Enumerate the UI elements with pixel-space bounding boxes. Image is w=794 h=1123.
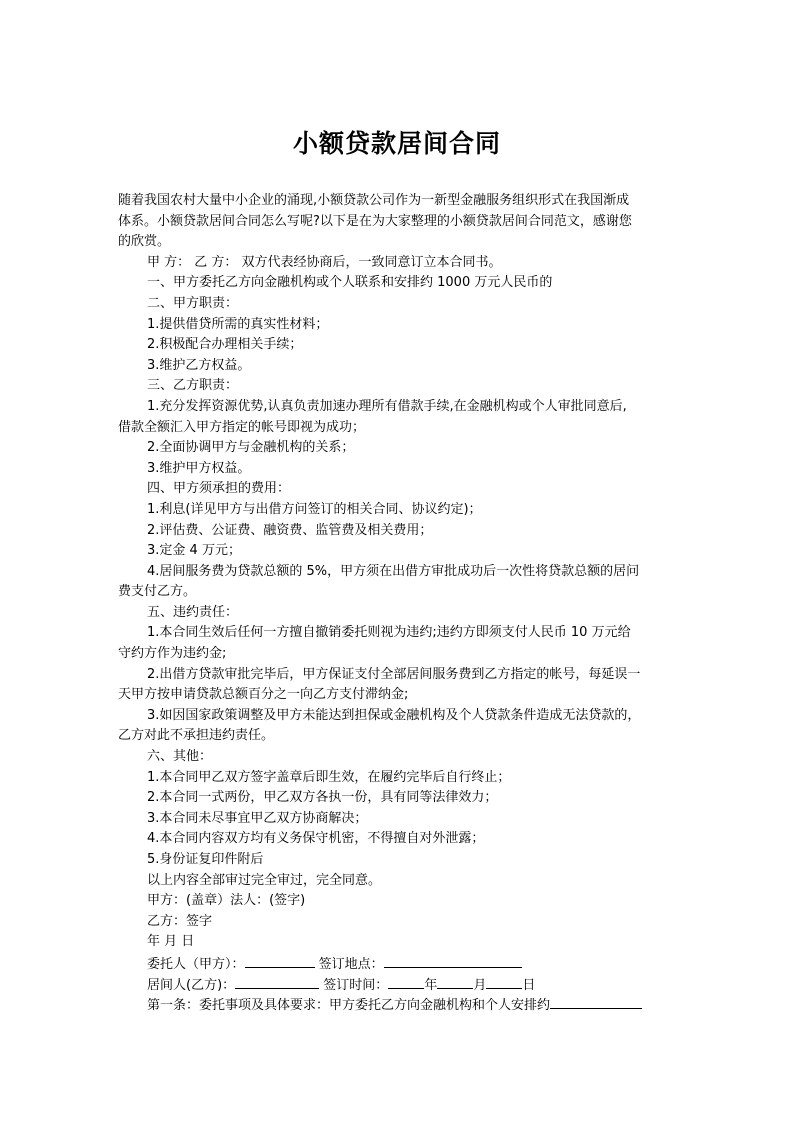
document-title: 小额贷款居间合同 <box>292 129 501 158</box>
section-5-item: 2.出借方贷款审批完毕后，甲方保证支付全部居间服务费到乙方指定的帐号，每延误一 <box>147 666 641 682</box>
clause-1: 一、甲方委托乙方向金融机构或个人联系和安排约 1000 万元人民币的 <box>147 275 553 291</box>
month-char: 月 <box>473 977 487 993</box>
principal-line <box>118 953 678 974</box>
party-b-signature: 乙方：签字 <box>147 913 213 929</box>
section-2-item: 3.维护乙方权益。 <box>147 357 251 373</box>
article-1-text: 第一条：委托事项及具体要求：甲方委托乙方向金融机构和个人安排约 <box>147 998 551 1014</box>
principal-blank <box>245 953 315 968</box>
day-blank <box>486 974 522 989</box>
section-6-item: 1.本合同甲乙双方签字盖章后即生效，在履约完毕后自行终止； <box>147 769 511 785</box>
year-char: 年 <box>424 977 438 993</box>
section-6-item: 5.身份证复印件附后 <box>147 852 264 867</box>
section-4-item-continued: 费支付乙方。 <box>118 584 197 600</box>
section-2-item: 1.提供借贷所需的真实性材料； <box>147 316 329 332</box>
intro-line: 随着我国农村大量中小企业的涌现,小额贷款公司作为一新型金融服务组织形式在我国渐成 <box>118 193 630 208</box>
month-blank <box>437 974 473 989</box>
section-6-item: 2.本合同一式两份，甲乙双方各执一份，具有同等法律效力； <box>147 790 498 806</box>
sign-place-blank <box>384 953 522 968</box>
article-1-blank <box>550 994 642 1009</box>
broker-line <box>118 974 678 995</box>
intro-line: 的欣赏。 <box>118 234 171 250</box>
section-5-item-continued: 天甲方按申请贷款总额百分之一向乙方支付滞纳金; <box>118 687 409 703</box>
section-5-item-continued: 守约方作为违约金; <box>118 646 227 662</box>
closing-statement: 以上内容全部审过完全审过，完全同意。 <box>147 872 382 888</box>
broker-label: 居间人(乙方)： <box>147 977 236 993</box>
principal-label: 委托人（甲方）： <box>147 956 245 972</box>
section-3-item: 1.充分发挥资源优势,认真负责加速办理所有借款手续,在金融机构或个人审批同意后, <box>147 398 627 414</box>
document-body <box>118 191 678 1015</box>
broker-blank <box>235 974 319 989</box>
parties-line: 甲 方： 乙 方： 双方代表经协商后，一致同意订立本合同书。 <box>147 254 502 270</box>
section-4-item: 3.定金 4 万元； <box>147 543 241 559</box>
section-6-heading: 六、其他： <box>147 749 213 765</box>
section-5-item-continued: 乙方对此不承担违约责任。 <box>118 728 275 744</box>
section-6-item: 4.本合同内容双方均有义务保守机密，不得擅自对外泄露； <box>147 831 485 847</box>
section-4-item: 1.利息(详见甲方与出借方问签订的相关合同、协议约定)； <box>147 501 482 517</box>
section-2-heading: 二、甲方职责： <box>147 295 239 311</box>
section-4-item: 2.评估费、公证费、融资费、监管费及相关费用； <box>147 522 433 538</box>
section-3-item: 2.全面协调甲方与金融机构的关系； <box>147 440 355 456</box>
section-5-heading: 五、违约责任： <box>147 604 239 620</box>
article-1-line <box>118 994 678 1015</box>
party-a-signature: 甲方：(盖章）法人：(签字) <box>147 893 306 909</box>
section-5-item: 3.如因国家政策调整及甲方未能达到担保或金融机构及个人贷款条件造成无法贷款的， <box>147 707 641 723</box>
section-4-item: 4.居间服务费为贷款总额的 5%，甲方须在出借方审批成功后一次性将贷款总额的居问 <box>147 563 640 579</box>
sign-place-label: 签订地点： <box>318 956 384 972</box>
year-blank <box>388 974 424 989</box>
section-4-heading: 四、甲方须承担的费用： <box>147 481 291 497</box>
section-6-item: 3.本合同未尽事宜甲乙双方协商解决； <box>147 810 368 826</box>
section-3-heading: 三、乙方职责： <box>147 378 239 394</box>
section-2-item: 2.积极配合办理相关手续； <box>147 337 303 353</box>
section-3-item-continued: 借款全额汇入甲方指定的帐号即视为成功； <box>118 419 366 435</box>
section-5-item: 1.本合同生效后任何一方擅自撤销委托则视为违约;违约方即须支付人民币 10 万元给 <box>147 625 631 641</box>
day-char: 日 <box>522 977 536 993</box>
date-line: 年 月 日 <box>147 934 195 950</box>
intro-line: 体系。小额贷款居间合同怎么写呢?以下是在为大家整理的小额贷款居间合同范文，感谢您 <box>118 213 632 229</box>
sign-time-label: 签订时间： <box>323 977 389 993</box>
section-3-item: 3.维护甲方权益。 <box>147 460 251 476</box>
